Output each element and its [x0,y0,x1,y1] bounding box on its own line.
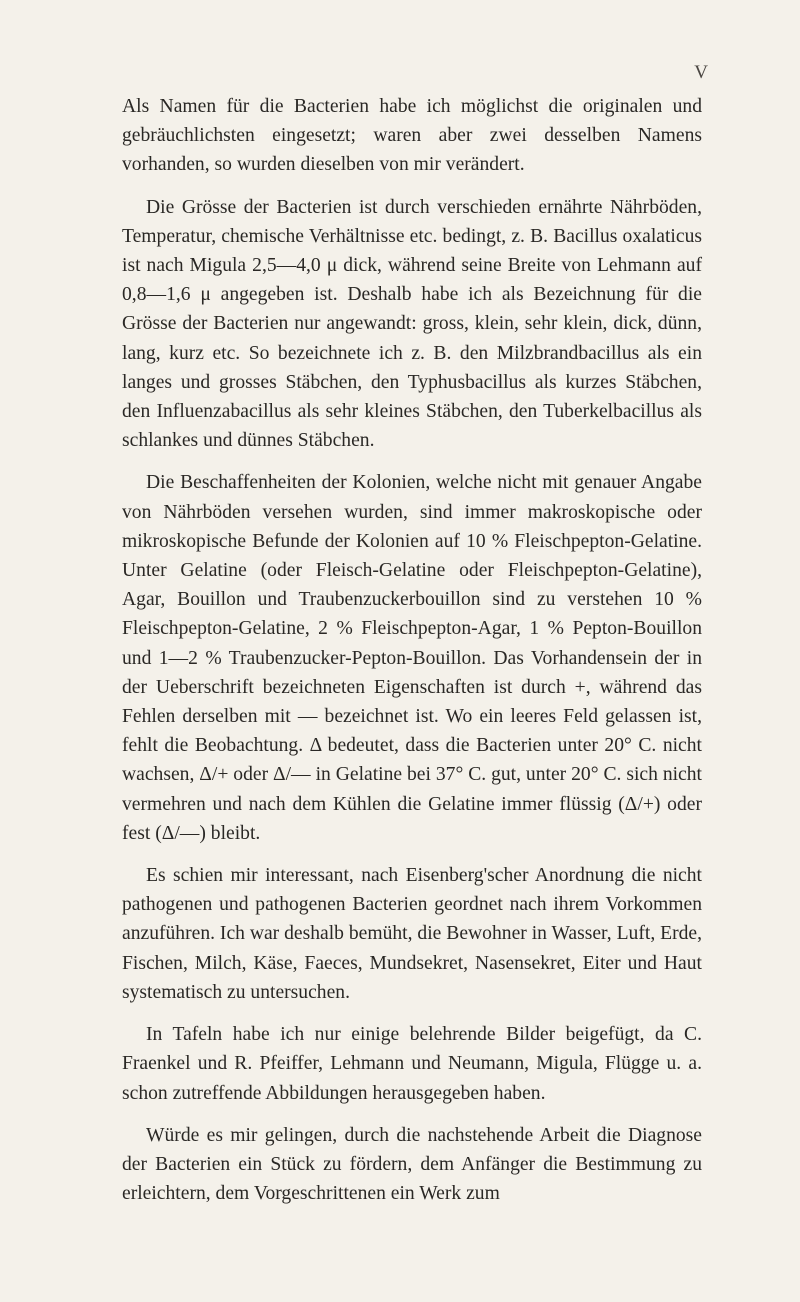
page-number: V [694,62,708,83]
paragraph-size: Die Grösse der Bacterien ist durch verschieden ernährte Nährböden, Temperatur, chemische Verhältnisse etc. bedingt, z. B. Bacillus oxalaticus ist nach Migula 2,5—4,0 μ dick, während seine Breite von Lehmann auf 0,8—1,6 μ angegeben ist. Deshalb habe ich als Bezeichnung für die Grösse der Bacterien nur angewandt: gross, klein, sehr klein, dick, dünn, lang, kurz etc. So bezeichnete ich z. B. den Milzbrandbacillus als ein langes und grosses Stäbchen, den Typhusbacillus als kurzes Stäbchen, den Influenzabacillus als sehr kleines Stäbchen, den Tuberkelbacillus als schlankes und dünnes Stäbchen. [122,196,702,452]
paragraph-names: Als Namen für die Bacterien habe ich möglichst die originalen und gebräuchlichsten eingesetzt; waren aber zwei desselben Namens vorhanden, so wurden dieselben von mir verändert. [122,96,702,176]
body-text [122,92,702,1208]
paragraph-closing: Würde es mir gelingen, durch die nachstehende Arbeit die Diagnose der Bacterien ein Stück zu fördern, dem Anfänger die Bestimmung zu erleichtern, dem Vorgeschrittenen ein Werk zum [122,1124,702,1205]
paragraph-arrangement: Es schien mir interessant, nach Eisenberg'scher Anordnung die nicht pathogenen und pathogenen Bacterien geordnet nach ihrem Vorkommen anzuführen. Ich war deshalb bemüht, die Bewohner in Wasser, Luft, Erde, Fischen, Milch, Käse, Faeces, Mundsekret, Nasensekret, Eiter und Haut systematisch zu untersuchen. [122,865,702,1003]
paragraph-plates: In Tafeln habe ich nur einige belehrende Bilder beigefügt, da C. Fraenkel und R. Pfeiffer, Lehmann und Neumann, Migula, Flügge u. a. schon zutreffende Abbildungen herausgegeben haben. [122,1024,702,1104]
paragraph-colonies: Die Beschaffenheiten der Kolonien, welche nicht mit genauer Angabe von Nährböden versehen wurden, sind immer makroskopische oder mikroskopische Befunde der Kolonien auf 10 % Fleischpepton-Gelatine. Unter Gelatine (oder Fleisch-Gelatine oder Fleischpepton-Gelatine), Agar, Bouillon und Traubenzuckerbouillon sind zu verstehen 10 % Fleischpepton-Gelatine, 2 % Fleischpepton-Agar, 1 % Pepton-Bouillon und 1—2 % Traubenzucker-Pepton-Bouillon. Das Vorhandensein der in der Ueberschrift bezeichneten Eigenschaften ist durch +, während das Fehlen derselben mit — bezeichnet ist. Wo ein leeres Feld gelassen ist, fehlt die Beobachtung. Δ bedeutet, dass die Bacterien unter 20° C. nicht wachsen, Δ/+ oder Δ/— in Gelatine bei 37° C. gut, unter 20° C. sich nicht vermehren und nach dem Kühlen die Gelatine immer flüssig (Δ/+) oder fest (Δ/—) bleibt. [122,472,702,844]
